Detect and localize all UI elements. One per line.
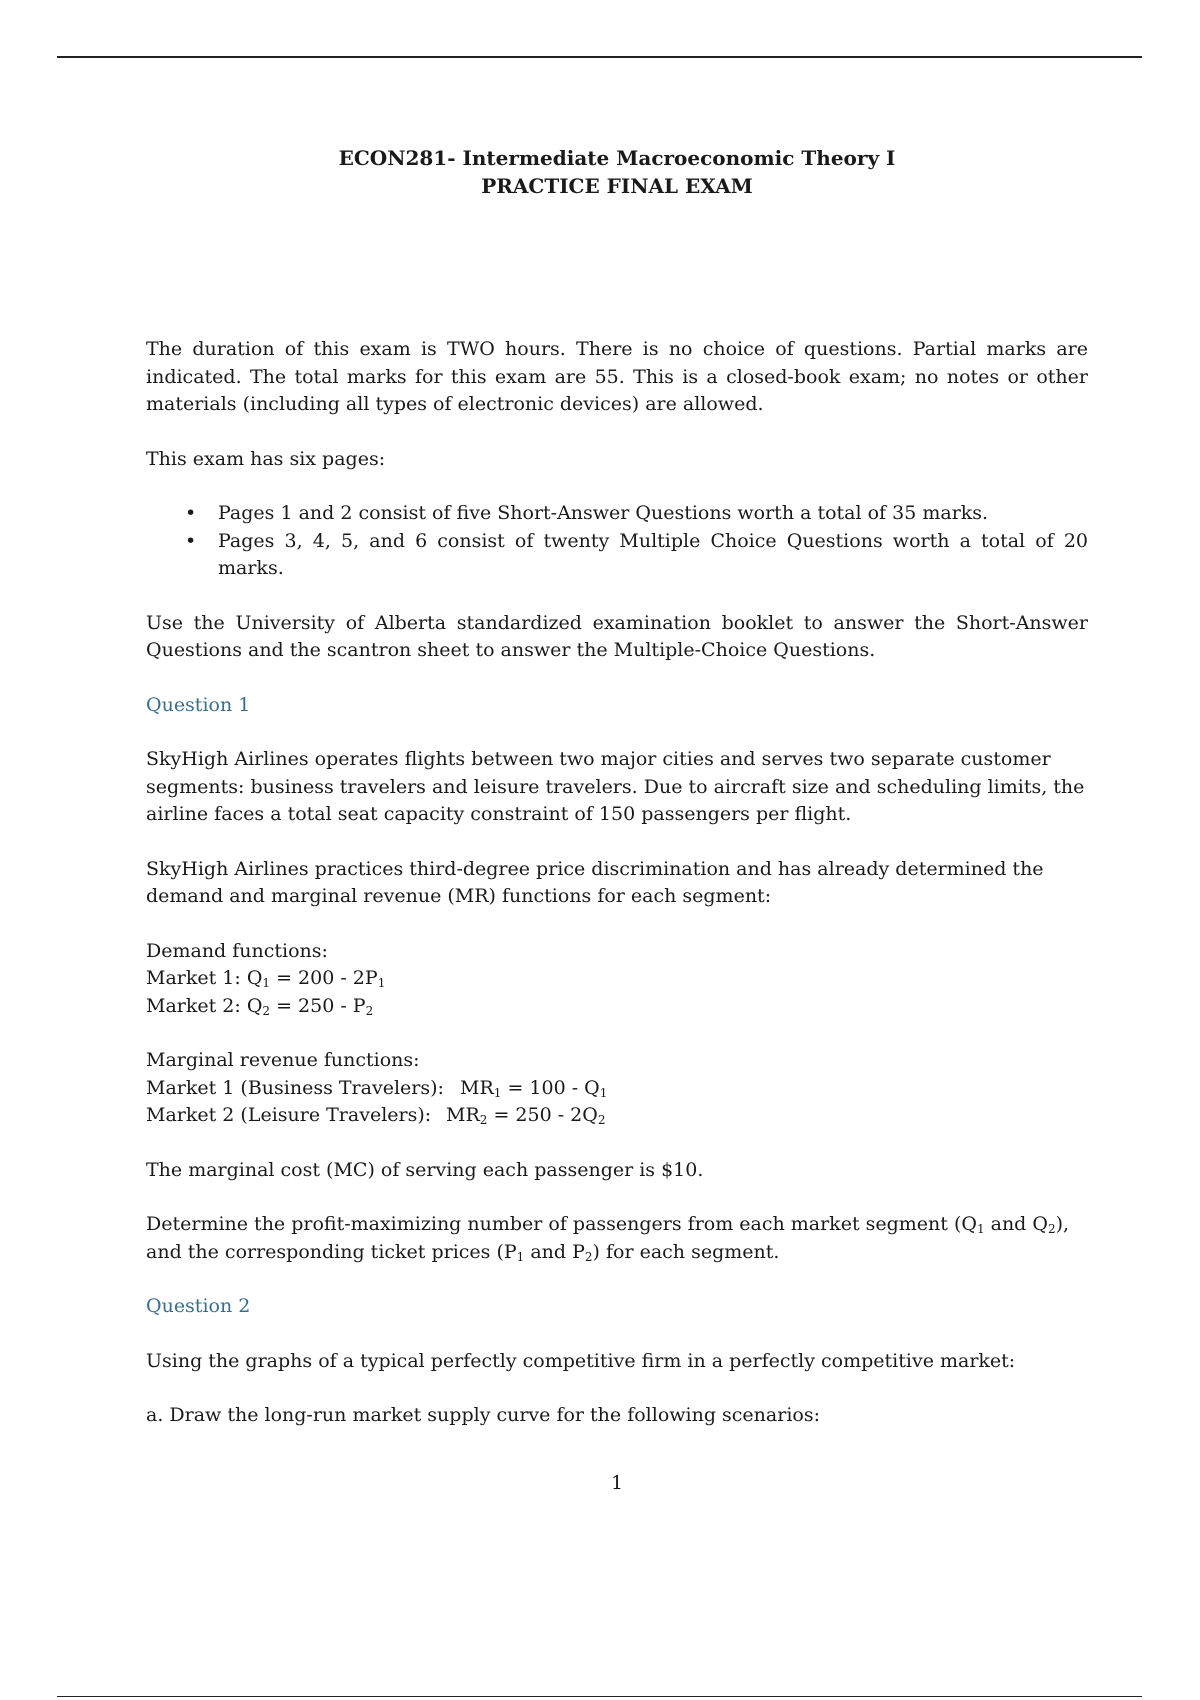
- question-2-heading: Question 2: [146, 1295, 251, 1317]
- question-1-task: Determine the profit-maximizing number of passengers from each market segment ($Q_1$ and $Q_2$), and the corresponding ticket prices ($P_1$ and $P_2$) for each segment.: [146, 1213, 1070, 1264]
- demand-market-2: Market 2: $Q_2 = 250 - P_2$: [146, 994, 374, 1018]
- question-2-intro: Using the graphs of a typical perfectly competitive firm in a perfectly competitive market:: [146, 1349, 1016, 1372]
- question-1-heading: Question 1: [146, 693, 251, 716]
- marginal-cost-text: The marginal cost (MC) of serving each passenger is $10.: [146, 1158, 704, 1181]
- list-item-text: Pages 3, 4, 5, and 6 consist of twenty Multiple Choice Questions worth a total of 20 marks.: [218, 529, 1088, 579]
- pages-intro: This exam has six pages:: [146, 447, 386, 470]
- list-item: [185, 528, 1088, 583]
- exam-title: PRACTICE FINAL EXAM: [481, 174, 753, 198]
- demand-functions: [146, 938, 1088, 1021]
- exam-content: [146, 336, 1088, 1457]
- list-item-text: Pages 1 and 2 consist of five Short-Answer Questions worth a total of 35 marks.: [218, 502, 989, 524]
- demand-heading: Demand functions:: [146, 939, 328, 962]
- pages-list: [146, 500, 1088, 583]
- mr-market-1: Market 1 (Business Travelers): $MR_1 = 100 - Q_1$: [146, 1076, 608, 1100]
- booklet-note: Use the University of Alberta standardized examination booklet to answer the Short-Answer Questions and the scantron sheet to answer the Multiple-Choice Questions.: [146, 611, 1088, 661]
- list-item: [185, 500, 1088, 528]
- page-number: 1: [610, 1472, 624, 1494]
- exam-title-block: [0, 144, 1200, 200]
- instructions-intro: The duration of this exam is TWO hours. There is no choice of questions. Partial marks are indicated. The total marks for this exam are 55. This is a closed-book exam; no notes or other materials (including all types of electronic devices) are allowed.: [146, 338, 1088, 415]
- demand-market-1: Market 1: $Q_1 = 200 - 2P_1$: [146, 967, 386, 990]
- top-rule: [57, 56, 1142, 58]
- question-1-price-discrimination: SkyHigh Airlines practices third-degree price discrimination and has already determined the demand and marginal revenue (MR) functions for each segment:: [146, 857, 1044, 907]
- question-1-scenario: SkyHigh Airlines operates flights between two major cities and serves two separate customer segments: business travelers and leisure travelers. Due to aircraft size and scheduling limits, the airline faces a total seat capacity constraint of 150 passengers per flight.: [146, 748, 1085, 825]
- question-2-part-a: a. Draw the long-run market supply curve for the following scenarios:: [146, 1404, 820, 1426]
- marginal-revenue-functions: [146, 1047, 1088, 1130]
- mr-heading: Marginal revenue functions:: [146, 1049, 420, 1071]
- bottom-rule: [57, 1696, 1142, 1697]
- course-title: ECON281- Intermediate Macroeconomic Theory I: [338, 146, 896, 170]
- bullet-icon: •: [185, 529, 197, 552]
- mr-market-2: Market 2 (Leisure Travelers): $MR_2 = 250 - 2Q_2$: [146, 1104, 606, 1127]
- bullet-icon: •: [185, 502, 197, 524]
